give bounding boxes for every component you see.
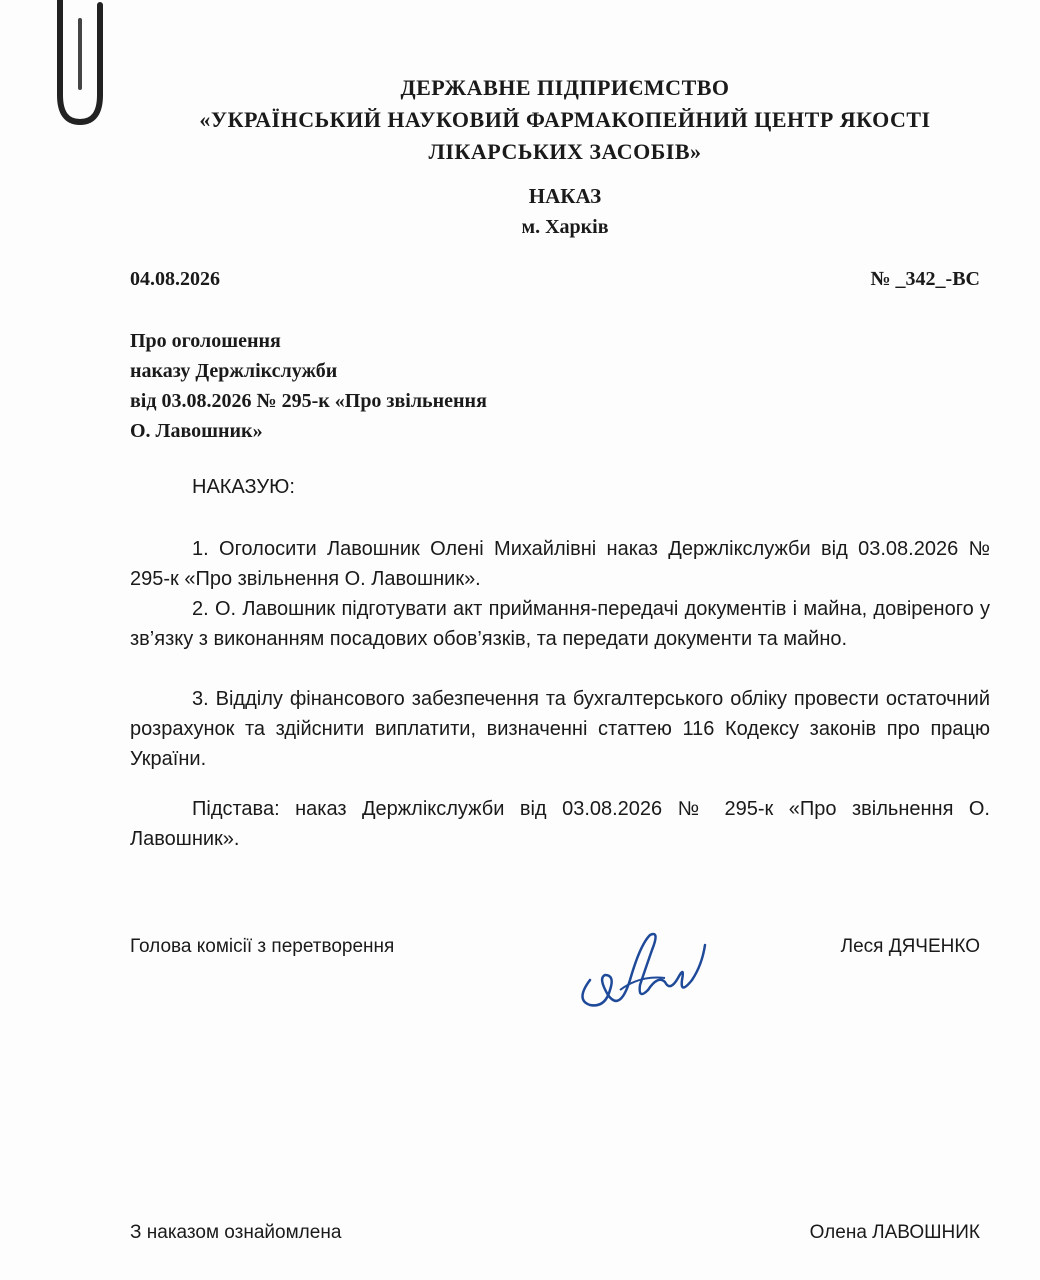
order-number: № _342_-ВС — [870, 268, 980, 290]
signer-position: Голова комісії з перетворення — [130, 936, 395, 957]
acknowledgement-name: Олена ЛАВОШНИК — [809, 1222, 980, 1243]
org-line-3: ЛІКАРСЬКИХ ЗАСОБІВ» — [428, 139, 702, 164]
order-item-1 — [130, 534, 990, 594]
org-line-1: ДЕРЖАВНЕ ПІДПРИЄМСТВО — [400, 75, 730, 100]
paper-clip-icon — [50, 0, 110, 130]
order-item-3-text: 3. Відділу фінансового забезпечення та бухгалтерського обліку провести остаточний розрахунок та здійснити виплатити, визначенні статтею 116 Кодексу законів про працю України. — [130, 688, 990, 770]
order-date: 04.08.2026 — [130, 268, 220, 290]
order-title: НАКАЗ — [528, 184, 602, 208]
order-city: м. Харків — [521, 216, 609, 238]
handwritten-signature — [570, 920, 720, 1020]
acknowledgement-label: З наказом ознайомлена — [130, 1222, 342, 1243]
org-header — [130, 72, 1000, 168]
subject-line-2: наказу Держлікслужби — [130, 360, 338, 382]
signer-name: Леся ДЯЧЕНКО — [840, 936, 980, 957]
nakazuyu-heading: НАКАЗУЮ: — [192, 476, 295, 498]
order-subject — [130, 326, 730, 446]
order-item-2 — [130, 594, 990, 654]
org-line-2: «УКРАЇНСЬКИЙ НАУКОВИЙ ФАРМАКОПЕЙНИЙ ЦЕНТР ЯКОСТІ — [199, 107, 931, 132]
basis-paragraph — [130, 794, 990, 854]
order-item-2-text: 2. О. Лавошник підготувати акт приймання-передачі документів і майна, довіреного у зв’язку з виконанням посадових обов’язків, та передати документи та майно. — [130, 598, 990, 650]
order-item-1-text: 1. Оголосити Лавошник Олені Михайлівні наказ Держлікслужби від 03.08.2026 № 295-к «Про звільнення О. Лавошник». — [130, 538, 990, 590]
order-item-3 — [130, 684, 990, 774]
subject-line-1: Про оголошення — [130, 330, 281, 352]
basis-text: Підстава: наказ Держлікслужби від 03.08.2026 № 295-к «Про звільнення О. Лавошник». — [130, 798, 990, 850]
subject-line-3: від 03.08.2026 № 295-к «Про звільнення — [130, 390, 487, 412]
subject-line-4: О. Лавошник» — [130, 420, 263, 442]
